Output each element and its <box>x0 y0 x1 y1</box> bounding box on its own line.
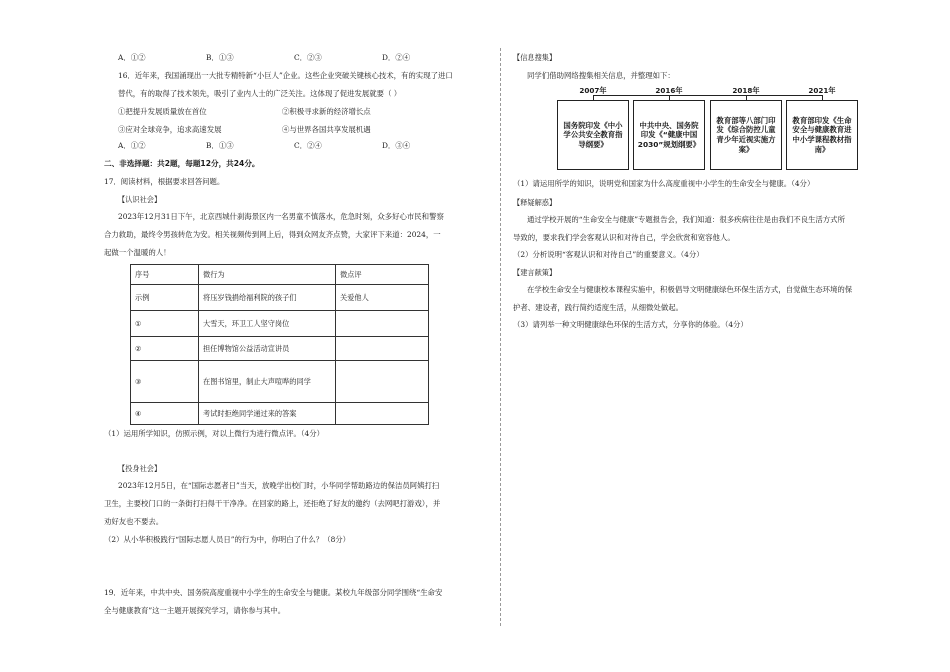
table-header-behavior: 微行为 <box>199 265 336 285</box>
q19-line1: 19．近年来，中共中央、国务院高度重视中小学生的生命安全与健康。某校九年级部分同学围绕“生命安 <box>104 588 443 597</box>
q16-statement-2: ②积极寻求新的经济增长点 <box>282 107 371 116</box>
timeline-year-2021: 2021年 <box>786 86 858 95</box>
timeline-box-2007: 国务院印发《中小学公共安全教育指导纲要》 <box>557 100 629 170</box>
suggest-line2: 护者、建设者，践行简约适度生活，从细微处做起。 <box>513 303 683 312</box>
q17-tag-understand-society: 【认识社会】 <box>118 195 162 204</box>
q16-option-a: A．①② <box>118 141 146 150</box>
q16-statement-4: ④与世界各国共享发展机遇 <box>282 125 371 134</box>
timeline-box-2016: 中共中央、国务院印发《“健康中国2030”规划纲要》 <box>633 100 705 170</box>
q17-sub2: （2）从小华积极践行“国际志愿人员日”的行为中，你明白了什么？（8分） <box>104 535 351 544</box>
q17-table <box>130 264 429 425</box>
table-cell-behavior: 担任博物馆公益活动宣讲员 <box>199 337 336 361</box>
q15-option-b: B．①③ <box>206 53 234 62</box>
table-cell-behavior: 将压岁钱捐给福利院的孩子们 <box>199 285 336 311</box>
policy-timeline <box>557 86 877 170</box>
q16-option-c: C．②④ <box>294 141 322 150</box>
q16-statement-1: ①把提升发展质量放在首位 <box>118 107 207 116</box>
q15-option-a: A．①② <box>118 53 146 62</box>
right-sub2: （2）分析说明“客观认识和对待自己”的重要意义。（4分） <box>513 250 704 259</box>
info-intro: 同学们借助网络搜集相关信息，并整理如下： <box>527 71 675 80</box>
section2-title: 二、非选择题：共2题，每题12分，共24分。 <box>104 159 260 168</box>
table-cell-index: ① <box>131 311 199 337</box>
table-cell-comment <box>336 403 429 425</box>
q15-options <box>118 53 470 62</box>
table-header-index: 序号 <box>131 265 199 285</box>
right-sub3: （3）请列举一种文明健康绿色环保的生活方式，分享你的体验。（4分） <box>513 320 748 329</box>
q15-option-c: C．②③ <box>294 53 322 62</box>
q19-line2: 全与健康教育”这一主题开展探究学习，请你参与其中。 <box>104 606 286 615</box>
q16-option-d: D．③④ <box>382 141 411 150</box>
q17-para2-line2: 卫生，主要校门口的一条街打扫得干干净净。在回家的路上，还拒绝了好友的邀约（去网吧打游戏），并 <box>104 499 441 508</box>
explain-line2: 导致的，要求我们学会客观认识和对待自己，学会欣赏和宽容他人。 <box>513 233 735 242</box>
table-cell-behavior: 考试时拒绝同学递过来的答案 <box>199 403 336 425</box>
table-cell-index: ② <box>131 337 199 361</box>
table-cell-index: ④ <box>131 403 199 425</box>
tag-suggest: 【建言献策】 <box>513 268 557 277</box>
suggest-line1: 在学校生命安全与健康校本课程实施中，积极倡导文明健康绿色环保生活方式，自觉做生态环境的保 <box>527 285 853 294</box>
q17-stem: 17．阅读材料，根据要求回答问题。 <box>104 177 225 186</box>
timeline-year-2007: 2007年 <box>557 86 629 95</box>
timeline-year-2016: 2016年 <box>633 86 705 95</box>
tag-info-collect: 【信息搜集】 <box>513 53 557 62</box>
timeline-box-2021: 教育部印发《生命安全与健康教育进中小学课程教材指南》 <box>786 100 858 170</box>
q16-stem-line2: 替代，有的取得了技术领先，吸引了业内人士的广泛关注。这体现了促进发展就要（ ） <box>118 89 402 98</box>
timeline-line <box>593 95 822 96</box>
q17-para2-line3: 劝好友也不要去。 <box>104 517 164 526</box>
table-cell-comment <box>336 361 429 403</box>
table-cell-index: 示例 <box>131 285 199 311</box>
table-row <box>131 361 429 403</box>
table-cell-behavior: 大雪天，环卫工人坚守岗位 <box>199 311 336 337</box>
q17-para1-line1: 2023年12月31日下午，北京西城什刹海景区内一名男童不慎落水，危急时刻，众多好心市民和警察 <box>118 212 444 221</box>
timeline-year-2018: 2018年 <box>710 86 782 95</box>
column-divider <box>500 48 501 626</box>
q17-para1-line3: 起做一个温暖的人！ <box>104 248 171 257</box>
tag-explain: 【释疑解惑】 <box>513 198 557 207</box>
q16-statements-row2 <box>118 125 446 134</box>
table-row <box>131 311 429 337</box>
q17-sub1: （1）运用所学知识，仿照示例，对以上微行为进行微点评。（4分） <box>104 429 325 438</box>
table-cell-behavior: 在图书馆里，制止大声喧哗的同学 <box>199 361 336 403</box>
table-cell-comment <box>336 311 429 337</box>
q16-stem-line1: 16．近年来，我国涌现出一大批专精特新“小巨人”企业。这些企业突破关键核心技术，有的实现了进口 <box>118 71 453 80</box>
q17-para2-line1: 2023年12月5日，在“国际志愿者日”当天，放晚学出校门时，小华同学帮助路边的保洁员阿姨打扫 <box>118 481 440 490</box>
q16-option-b: B．①③ <box>206 141 234 150</box>
q16-options <box>118 141 470 150</box>
table-row <box>131 337 429 361</box>
right-sub1: （1）请运用所学的知识，说明党和国家为什么高度重视中小学生的生命安全与健康。（4分） <box>513 179 815 188</box>
explain-line1: 通过学校开展的“生命安全与健康”专题报告会，我们知道：很多疾病往往是由我们不良生活方式所 <box>527 215 845 224</box>
table-cell-index: ③ <box>131 361 199 403</box>
timeline-box-2018: 教育部等八部门印发《综合防控儿童青少年近视实施方案》 <box>710 100 782 170</box>
q17-tag-engage-society: 【投身社会】 <box>118 464 162 473</box>
table-cell-comment: 关爱他人 <box>336 285 429 311</box>
table-row <box>131 285 429 311</box>
table-header-row <box>131 265 429 285</box>
q15-option-d: D．②④ <box>382 53 411 62</box>
q16-statement-3: ③应对全球竞争，追求高速发展 <box>118 125 222 134</box>
table-cell-comment <box>336 337 429 361</box>
q16-statements-row1 <box>118 107 446 116</box>
table-row <box>131 403 429 425</box>
q17-para1-line2: 合力救助，最终令男孩转危为安。相关视频传到网上后，得到众网友齐点赞，大家评下来道：2024，一 <box>104 230 441 239</box>
table-header-comment: 微点评 <box>336 265 429 285</box>
